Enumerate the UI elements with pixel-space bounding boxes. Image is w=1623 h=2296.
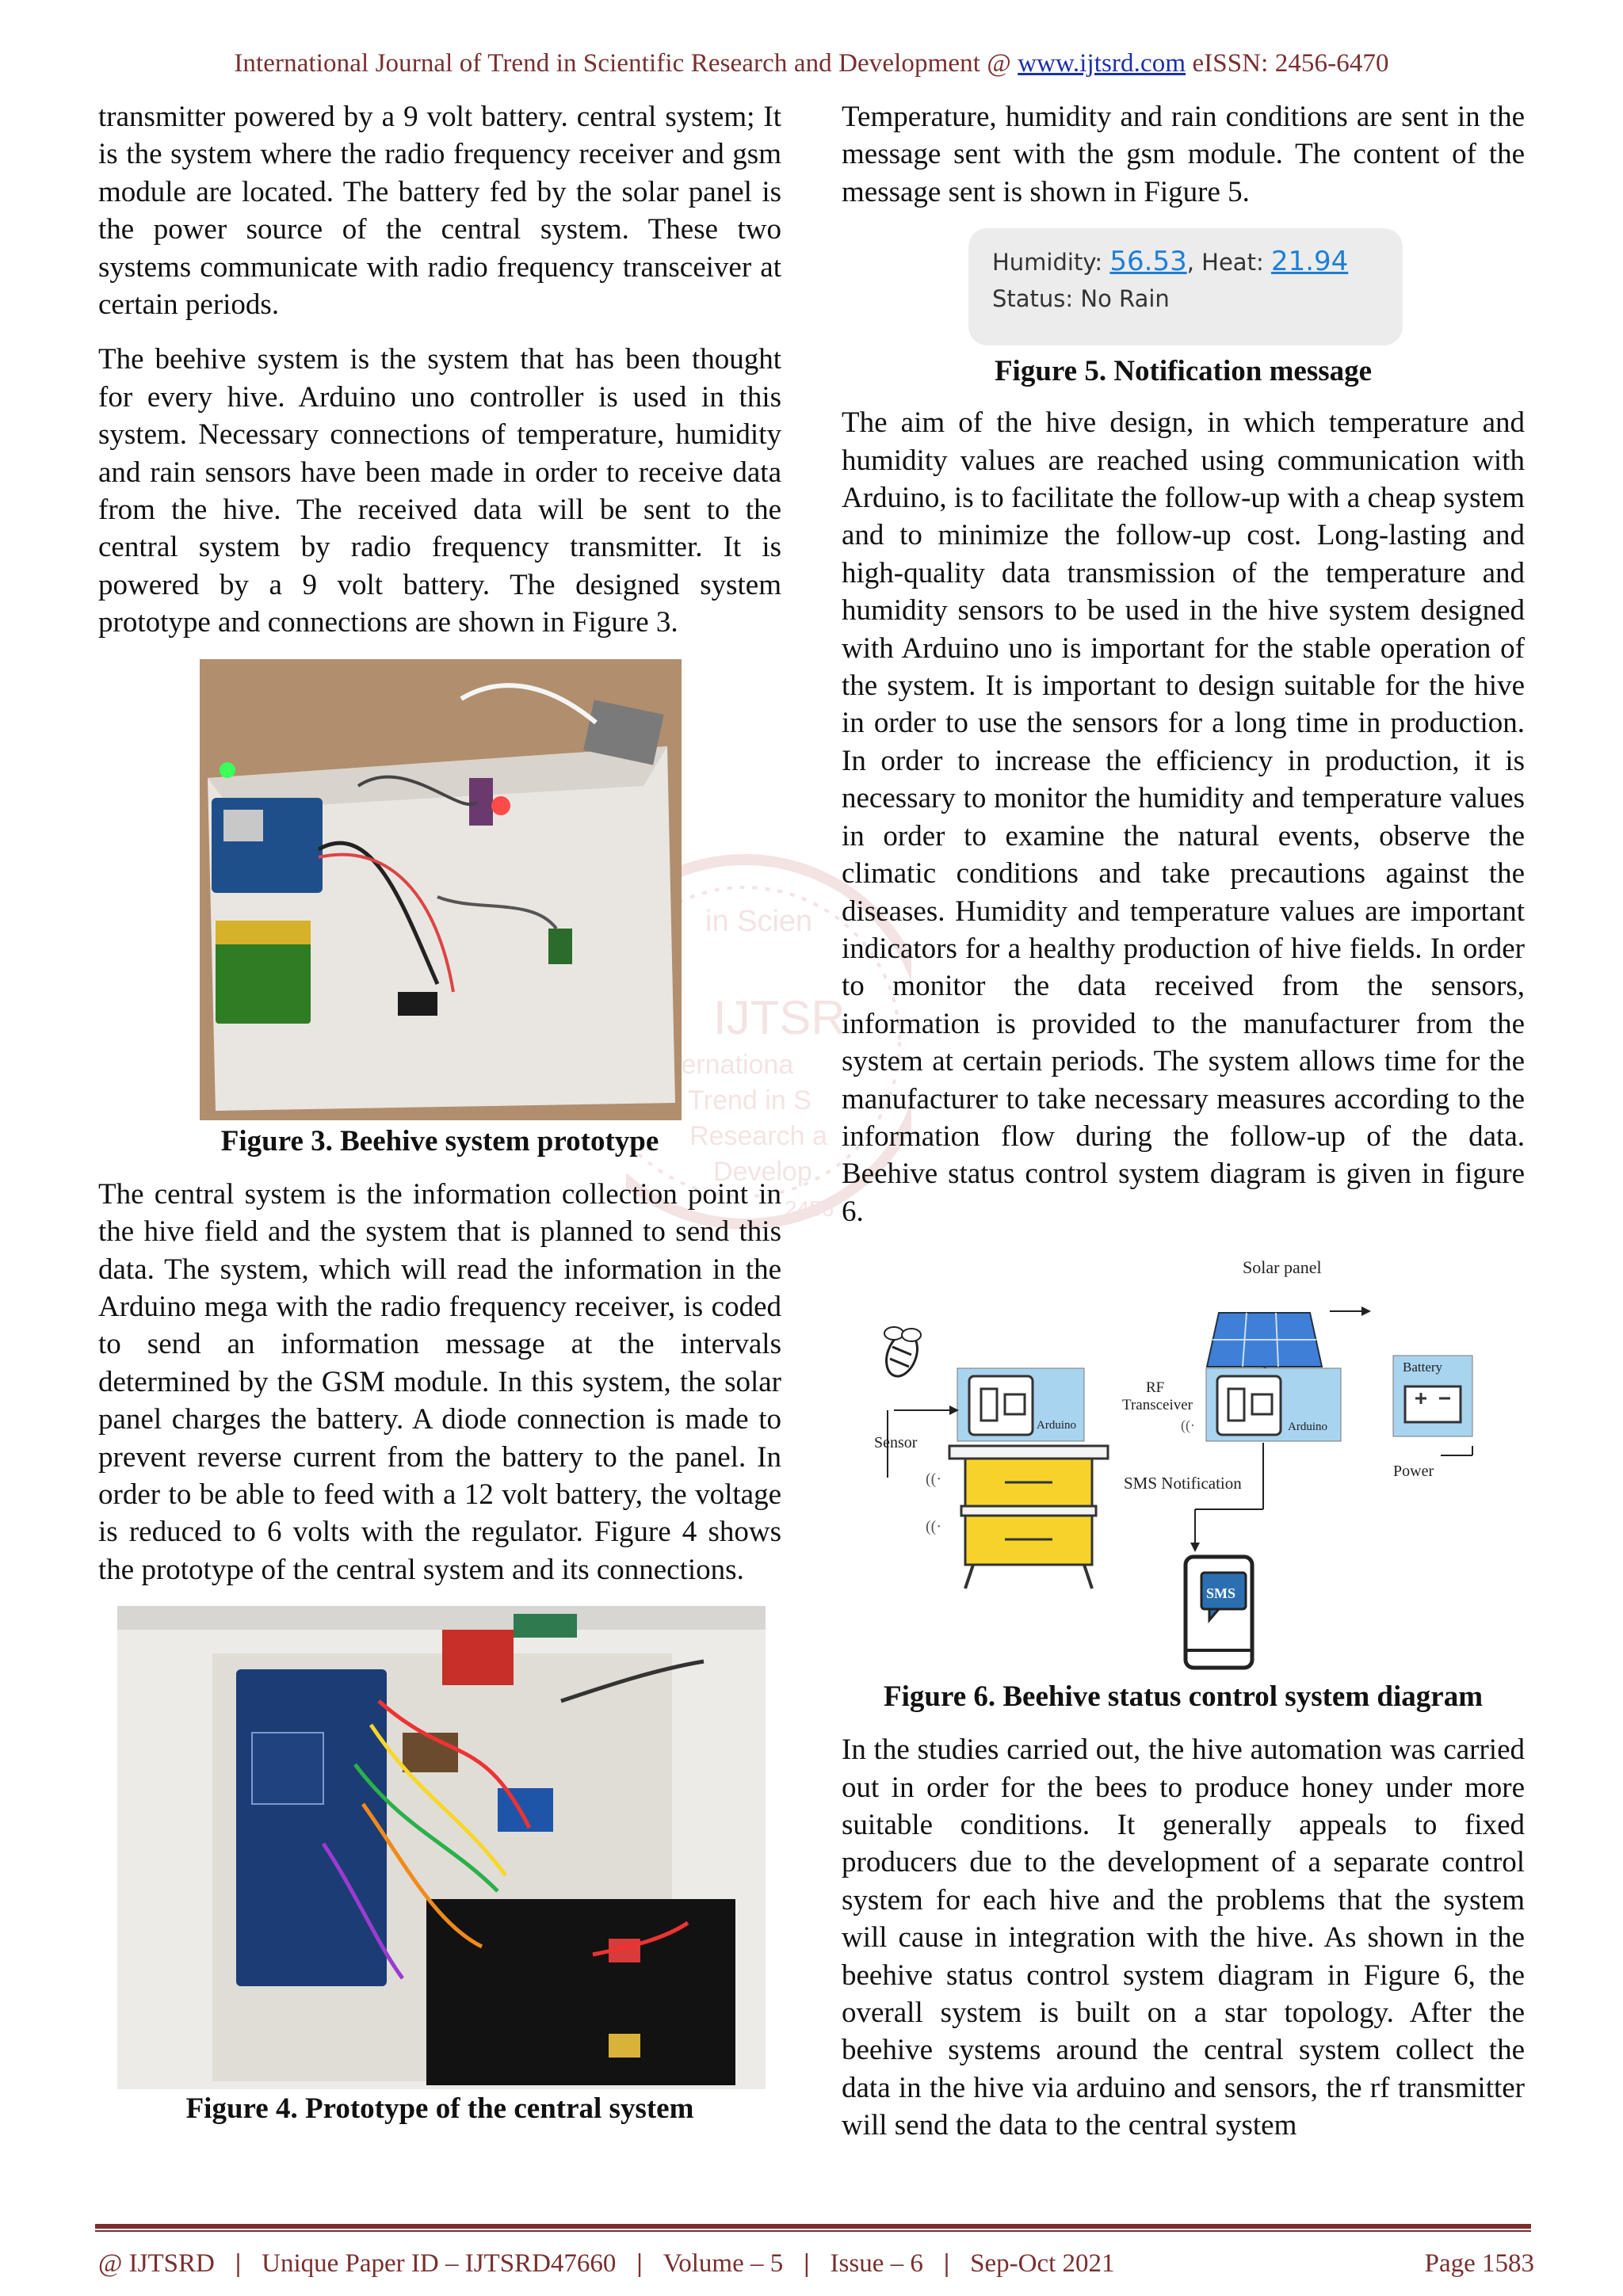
heat-label: , Heat: xyxy=(1186,249,1264,277)
footer-date: Sep-Oct 2021 xyxy=(970,2248,1115,2278)
signal-icon: ((· xyxy=(926,1470,941,1489)
footer-separator: | xyxy=(636,2248,643,2278)
figure-5-notification xyxy=(968,228,1403,345)
battery-label: Battery xyxy=(1403,1360,1443,1375)
figure-4-caption: Figure 4. Prototype of the central system xyxy=(185,2092,694,2126)
humidity-label: Humidity: xyxy=(992,249,1103,277)
humidity-value[interactable]: 56.53 xyxy=(1109,246,1187,278)
control-system-diagram xyxy=(870,1248,1504,1676)
footer-separator: | xyxy=(235,2248,242,2278)
paragraph: transmitter powered by a 9 volt battery. central system; It is the system where the radio frequency receiver and gsm module are located. The battery fed by the solar panel is the power source of the central system. These two systems communicate with radio frequency transceiver at certain periods. xyxy=(98,101,781,322)
figure-4-photo xyxy=(117,1606,766,2089)
journal-url-link[interactable]: www.ijtsrd.com xyxy=(1018,49,1186,78)
rf-label: RF xyxy=(1146,1379,1165,1397)
watermark-text-3: ternationa xyxy=(674,1050,794,1080)
signal-icon: ((· xyxy=(926,1518,941,1536)
footer-divider xyxy=(95,2224,1531,2229)
paragraph: The central system is the information collection point in the hive field and the system that is planned to send this data. The system, which will read the information in the Arduino mega with the radio frequency receiver, is coded to send an information message at the intervals determined by the GSM module. In this system, the solar panel charges the battery. A diode connection is made to prevent reverse current from the battery to the panel. In order to be able to feed with a 12 volt battery, the voltage is reduced to 6 volts with the regulator. Figure 4 shows the prototype of the central system and its connections. xyxy=(98,1177,781,1586)
watermark-text-5: Research a xyxy=(689,1121,827,1151)
bee-icon xyxy=(881,1327,923,1380)
solar-panel-label: Solar panel xyxy=(1243,1257,1322,1278)
sensor-label: Sensor xyxy=(874,1434,918,1452)
figure-6-diagram xyxy=(870,1248,1504,1676)
watermark-text-6: Develop xyxy=(713,1157,812,1187)
transceiver-label: Transceiver xyxy=(1122,1397,1193,1414)
beehive-icon xyxy=(949,1446,1108,1589)
right-column xyxy=(842,98,1525,2162)
sms-icon-label: SMS xyxy=(1206,1585,1236,1602)
left-column xyxy=(98,98,781,2127)
battery-icon xyxy=(1405,1386,1461,1422)
watermark-text-2: IJTSR xyxy=(713,991,846,1044)
watermark-text-7: 2456 xyxy=(785,1196,834,1221)
running-header xyxy=(0,49,1623,78)
paragraph: In the studies carried out, the hive automation was carried out in order for the bees to produce honey under more suitable conditions. It generally appeals to fixed producers due to the development of a separate control system for each hive and the problems that the system will cause in integration with the hive. As shown in the beehive status control system diagram in Figure 6, the overall system is built on a star topology. After the beehive systems around the central system collect the data in the hive via arduino and sensors, the rf transmitter will send the data to the central system xyxy=(842,1733,1525,2142)
footer-divider-thin xyxy=(95,2230,1531,2232)
wifi-icon: ((· xyxy=(1181,1417,1195,1434)
power-label: Power xyxy=(1393,1463,1434,1481)
figure-5-caption: Figure 5. Notification message xyxy=(994,355,1373,388)
footer-separator: | xyxy=(943,2248,950,2278)
arduino-right-label: Arduino xyxy=(1288,1421,1327,1434)
arduino-left-label: Arduino xyxy=(1037,1419,1076,1432)
notification-line-1 xyxy=(992,246,1379,277)
journal-name: International Journal of Trend in Scientific Research and Development @ xyxy=(234,49,1018,78)
figure-3-photo xyxy=(200,659,682,1120)
footer-page-number: Page 1583 xyxy=(1424,2248,1534,2278)
paragraph: Temperature, humidity and rain conditions are sent in the message sent with the gsm module. The content of the message sent is shown in Figure 5. xyxy=(842,101,1525,208)
heat-value[interactable]: 21.94 xyxy=(1270,246,1349,278)
footer-volume: Volume – 5 xyxy=(663,2248,784,2278)
watermark-text-4: f Trend in S xyxy=(674,1085,812,1116)
running-footer xyxy=(98,2246,1534,2281)
watermark-text-1: in Scien xyxy=(705,905,813,938)
central-system-illustration xyxy=(117,1606,766,2089)
footer-paper-id: Unique Paper ID – IJTSRD47660 xyxy=(262,2248,617,2278)
paragraph: The aim of the hive design, in which temperature and humidity values are reached using communication with Arduino, is to facilitate the follow-up with a cheap system and to minimize the follow-up cost. Long-lasting and high-quality data transmission of the temperature and humidity sensors to be used in the hive system designed with Arduino uno is important for the stable operation of the system. It is important to design suitable for the hive in order to use the sensors for a long time in production. In order to increase the efficiency in production, it is necessary to monitor the humidity and temperature values in order to examine the natural events, observe the climatic conditions and take precautions against the diseases. Humidity and temperature values are important indicators for a healthy production of hive fields. In order to monitor the data received from the sensors, information is provided to the manufacturer from the system at certain periods. The system allows time for the manufacturer to take necessary measures according to the information flow during the follow-up of the data. Beehive status control system diagram is given in figure 6. xyxy=(842,406,1525,1228)
figure-6-caption: Figure 6. Beehive status control system diagram xyxy=(883,1680,1484,1714)
footer-publisher: @ IJTSRD xyxy=(98,2248,215,2278)
figure-3-caption: Figure 3. Beehive system prototype xyxy=(220,1124,659,1158)
beehive-prototype-illustration xyxy=(200,659,682,1120)
sms-notification-label: SMS Notification xyxy=(1124,1474,1242,1493)
journal-issn: eISSN: 2456-6470 xyxy=(1186,49,1389,78)
paragraph: The beehive system is the system that has been thought for every hive. Arduino uno controller is used in this system. Necessary connections of temperature, humidity and rain sensors have been made in order to receive data from the hive. The received data will be sent to the central system by radio frequency transmitter. It is powered by a 9 volt battery. The designed system prototype and connections are shown in Figure 3. xyxy=(98,343,781,639)
phone-icon xyxy=(1186,1557,1252,1668)
footer-issue: Issue – 6 xyxy=(830,2248,923,2278)
footer-separator: | xyxy=(804,2248,810,2278)
notification-status: Status: No Rain xyxy=(992,285,1170,313)
